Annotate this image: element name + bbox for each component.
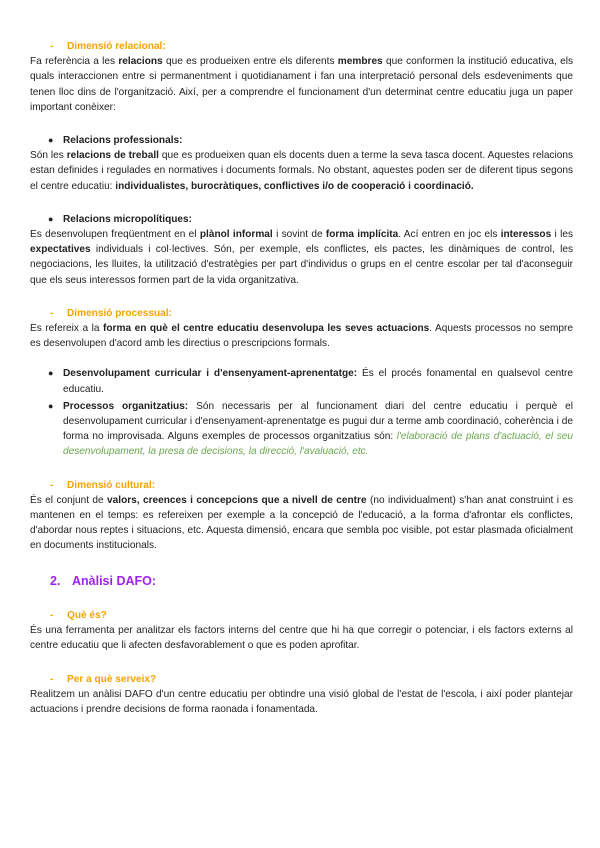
heading-que-es [50,608,573,623]
heading-per-que-serveix [50,672,573,687]
bold-text-run: Desenvolupament curricular i d'ensenyament-aprenentatge: [63,368,358,380]
text-run: Fa referència a les [30,56,119,68]
bold-text-run: relacions de treball [66,150,159,162]
paragraph-processual [30,321,573,351]
bold-text-run: relacions [118,56,163,68]
highlighted-text-run: l'elaboració de plans d'actuació, el seu desenvolupament, la presa de decisions, la direcció, l'avaluació, etc. [63,431,573,458]
heading-text: Dimensió relacional: [67,41,166,52]
bullet-icon: ● [48,213,54,224]
text-run: . Aquests processos no sempre es desenvolupen d'acord amb les directius o prescripcions formals. [30,323,573,350]
text-run: . Ací entren en joc els [398,229,501,241]
paragraph-per-que-serveix: Realitzem un anàlisi DAFO d'un centre educatiu per obtindre una visió global de l'estat de l'escola, i així poder plantejar actuacions i prendre decisions de forma raonada i fonamentada. [30,688,573,715]
bold-text-run: plànol informal [199,229,273,241]
dash-marker: - [50,479,54,491]
dash-marker: - [50,673,54,685]
text-run: Són necessaris per al funcionament diari del centre educatiu i perquè el desenvolupament curricular i d'ensenyament-aprenentatge es pugui dur a terme amb coordinació, coherència i de forma no improvisada. Alguns exemples de processos organitzatius són: [63,400,573,443]
text-run: Són les [30,150,67,162]
heading-text: Dimensió cultural: [67,479,156,491]
bullet-icon: ● [48,400,54,411]
bold-text-run: forma implícita [325,229,399,241]
bold-text-run: membres [337,56,383,68]
text-run: És el procés fonamental en qualsevol centre educatiu. [63,368,573,395]
dash-marker: - [50,307,54,319]
heading-text: Què és? [67,609,107,621]
bullet-icon: ● [48,368,54,379]
bold-text-run: valors, creences i concepcions que a nivell de centre [107,494,367,506]
bold-text-run: forma en què el centre educatiu desenvolupa les seves actuacions [103,323,430,335]
bullet-text [63,399,573,460]
text-run: que conformen la institució educativa, els quals interaccionen entre si permanentment i quotidianament i fan una interpretació personal dels esdeveniments que tenen lloc dins de l'organització. Així, per a comprendre el funcionament d'un determinat centre educatiu juga un paper important conèixer: [30,56,573,113]
text-run: individuals i col·lectives. Són, per exemple, els conflictes, els pactes, les dinàmiques de control, les negociacions, les lluites, la utilització d'estratègies per part d'individus o grups en el centre escolar per tal d'aconseguir que els seus interessos formen part de la vida organitzativa. [30,244,573,286]
dash-marker: - [50,41,54,52]
heading-text: Relacions professionals: [63,135,183,147]
bullet-icon: ● [48,135,54,146]
paragraph-que-es: És una ferramenta per analitzar els factors interns del centre que hi ha que corregir o potenciar, i els factors externs al centre educatiu que li afecten desfavorablement o que es poden aprofitar. [30,625,573,652]
text-run: que es produeixen entre els diferents [162,56,338,68]
heading-dimensio-processual [50,306,573,321]
text-run: i sovint de [272,229,326,241]
text-run: Es desenvolupen freqüentment en el [30,229,200,241]
section-number: 2. [50,573,61,588]
heading-text: Dimensió processual: [67,307,172,319]
section-title-dafo [50,574,573,589]
paragraph-micropolitiques [30,227,573,288]
heading-text: Relacions micropolítiques: [63,213,193,225]
bullet-list-item [48,366,573,396]
text-run: que es produeixen quan els docents duen a terme la seva tasca docent. Aquestes relacions estan definides i regulades en normatives i documents formals. No obstant, aquestes poden ser de diferent tipus segons el centre educatiu: [30,150,573,192]
text-run: És el conjunt de [30,494,108,506]
heading-text: Per a què serveix? [67,673,157,685]
heading-dimensio-cultural [50,478,573,493]
dash-marker: - [50,609,54,621]
text-run: i les [551,229,574,241]
paragraph-cultural [30,493,573,554]
bold-text-run: Processos organitzatius: [63,400,189,412]
bold-text-run: expectatives [30,244,91,256]
bold-text-run: interessos [500,229,552,241]
heading-relacions-micropolitiques [48,212,573,227]
section-title-text: Anàlisi DAFO: [72,573,157,588]
paragraph-professionals [30,148,573,194]
bullet-list-item [48,399,573,460]
heading-relacions-professionals [48,133,573,148]
text-run: Es refereix a la [30,323,104,335]
text-run: (no individualment) s'han anat construint i es mantenen en el temps: es refereixen per exemple a la concepció de l'educació, a la forma d'afrontar els conflictes, d'abordar nous reptes i situacions, etc. Aquesta dimensió, encara que sembla poc visible, pot estar plasmada oficialment en documents institucionals. [30,494,574,552]
heading-dimensio-relacional [50,39,573,54]
paragraph-relacional [30,54,573,115]
bullet-text [63,366,573,396]
processual-bullet-list [30,366,573,459]
bold-text-run: individualistes, burocràtiques, conflictives i/o de cooperació i coordinació. [115,180,474,192]
